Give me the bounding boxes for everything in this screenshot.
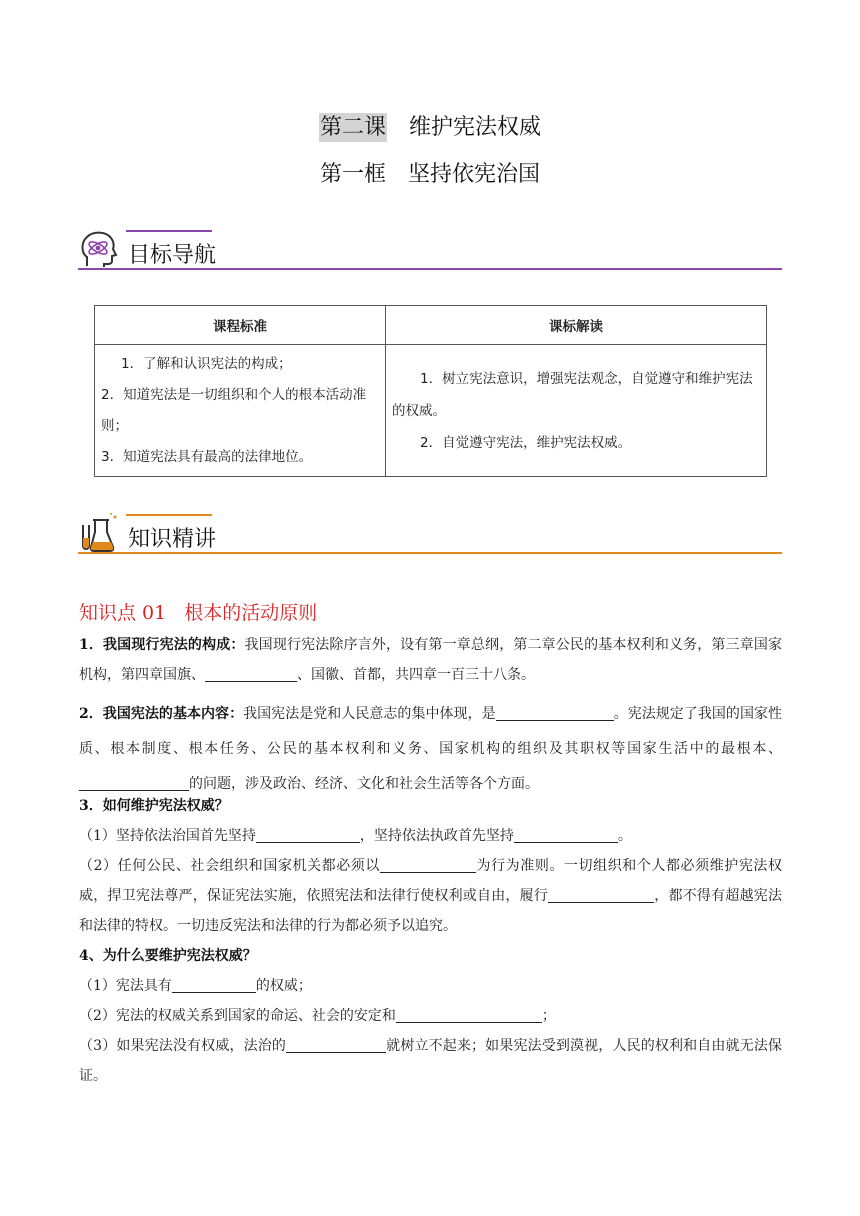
fill-blank[interactable] bbox=[172, 976, 256, 993]
fill-blank[interactable] bbox=[380, 856, 476, 873]
list-item: 3．知道宪法具有最高的法律地位。 bbox=[101, 448, 313, 465]
para-text: 为行为准则。一切组织和个人都必须维护宪法权威，捍卫宪法尊严，保证宪法实施，依照宪法和法律行使权利或自由，履行 bbox=[79, 858, 782, 904]
para-text: 、国徽、首都，共四章一百三十八条。 bbox=[297, 667, 535, 683]
q4-item-1 bbox=[79, 971, 782, 1001]
question-4-heading bbox=[79, 941, 782, 971]
para-text: ； bbox=[541, 1008, 556, 1024]
para-text: 的权威； bbox=[255, 978, 312, 994]
fill-blank[interactable] bbox=[496, 704, 614, 721]
col2-header: 课标解读 bbox=[386, 306, 767, 345]
para-text: （1）坚持依法治国首先坚持 bbox=[79, 828, 256, 844]
col1-header: 课程标准 bbox=[95, 306, 386, 345]
para-text: 就树立不起来；如果宪法受到漠视，人民的权利和自由就无法保证。 bbox=[79, 1038, 782, 1084]
para-text: 我国宪法是党和人民意志的集中体现，是 bbox=[243, 706, 496, 722]
list-item: 1．了解和认识宪法的构成； bbox=[121, 355, 292, 372]
para-lead: 1．我国现行宪法的构成： bbox=[79, 637, 245, 653]
lesson-title bbox=[0, 110, 860, 141]
question-heading: 4、为什么要维护宪法权威？ bbox=[79, 948, 257, 964]
fill-blank[interactable] bbox=[205, 665, 297, 682]
fill-blank[interactable] bbox=[286, 1036, 386, 1053]
list-item: 2．知道宪法是一切组织和个人的根本活动准则； bbox=[101, 386, 367, 434]
frame-title bbox=[0, 157, 860, 188]
para-text: ，都不得有超越宪法和法律的特权。一切违反宪法和法律的行为都必须予以追究。 bbox=[79, 888, 783, 934]
section-knowledge-label: 知识精讲 bbox=[128, 527, 217, 552]
curriculum-table bbox=[94, 305, 767, 477]
para-text: （3）如果宪法没有权威，法治的 bbox=[79, 1038, 287, 1054]
para-text: （2）任何公民、社会组织和国家机关都必须以 bbox=[79, 858, 380, 874]
section-underline bbox=[78, 552, 782, 554]
para-text: 的问题，涉及政治、经济、文化和社会生活等各个方面。 bbox=[189, 776, 539, 792]
para-text: 。宪法规定了我国的国家性质、根本制度、根本任务、公民的基本权利和义务、国家机构的组织及其职权等国家生活中的最根本、 bbox=[79, 706, 783, 757]
lesson-number: 第二课 bbox=[319, 115, 386, 140]
list-item: 2．自觉遵守宪法，维护宪法权威。 bbox=[420, 434, 632, 451]
frame-name: 坚持依宪治国 bbox=[408, 162, 541, 187]
paragraph-basic-content bbox=[79, 697, 782, 802]
lesson-name: 维护宪法权威 bbox=[409, 115, 542, 140]
fill-blank[interactable] bbox=[514, 826, 618, 843]
q4-item-3 bbox=[79, 1031, 782, 1091]
paragraph-constitution-structure bbox=[79, 630, 782, 690]
fill-blank[interactable] bbox=[256, 826, 360, 843]
frame-number: 第一框 bbox=[319, 162, 386, 187]
section-goals-header bbox=[78, 228, 782, 270]
standards-cell bbox=[95, 345, 386, 477]
para-text: （1）宪法具有 bbox=[79, 978, 172, 994]
para-text: （2）宪法的权威关系到国家的命运、社会的安定和 bbox=[79, 1008, 396, 1024]
q3-item-1 bbox=[79, 821, 782, 851]
section-knowledge-header bbox=[78, 512, 782, 554]
section-overline bbox=[126, 514, 212, 516]
para-text: 我国现行宪法除序言外，设有第一章总纲，第二章公民的基本权利和义务，第三章国家机构，第四章国旗、 bbox=[79, 637, 783, 683]
section-overline bbox=[126, 230, 212, 232]
fill-blank[interactable] bbox=[548, 886, 654, 903]
q3-item-2 bbox=[79, 851, 782, 941]
table-row bbox=[95, 345, 767, 477]
question-heading: 3．如何维护宪法权威？ bbox=[79, 798, 229, 814]
section-goals-label: 目标导航 bbox=[128, 243, 217, 268]
fill-blank[interactable] bbox=[79, 774, 189, 791]
section-underline bbox=[78, 268, 782, 270]
para-text: 。 bbox=[617, 828, 632, 844]
table-header-row bbox=[95, 306, 767, 345]
kp-number: 知识点 01 bbox=[79, 602, 167, 624]
kp-name: 根本的活动原则 bbox=[184, 602, 318, 624]
fill-blank[interactable] bbox=[396, 1006, 542, 1023]
knowledge-point-title bbox=[79, 598, 317, 625]
q4-item-2 bbox=[79, 1001, 782, 1031]
para-lead: 2．我国宪法的基本内容： bbox=[79, 706, 244, 722]
interpretation-cell bbox=[386, 345, 767, 477]
para-text: ，坚持依法执政首先坚持 bbox=[359, 828, 514, 844]
brain-atom-icon bbox=[78, 228, 120, 270]
list-item: 1．树立宪法意识，增强宪法观念，自觉遵守和维护宪法的权威。 bbox=[392, 370, 753, 419]
flask-icon bbox=[78, 512, 120, 554]
question-3-heading bbox=[79, 791, 782, 821]
